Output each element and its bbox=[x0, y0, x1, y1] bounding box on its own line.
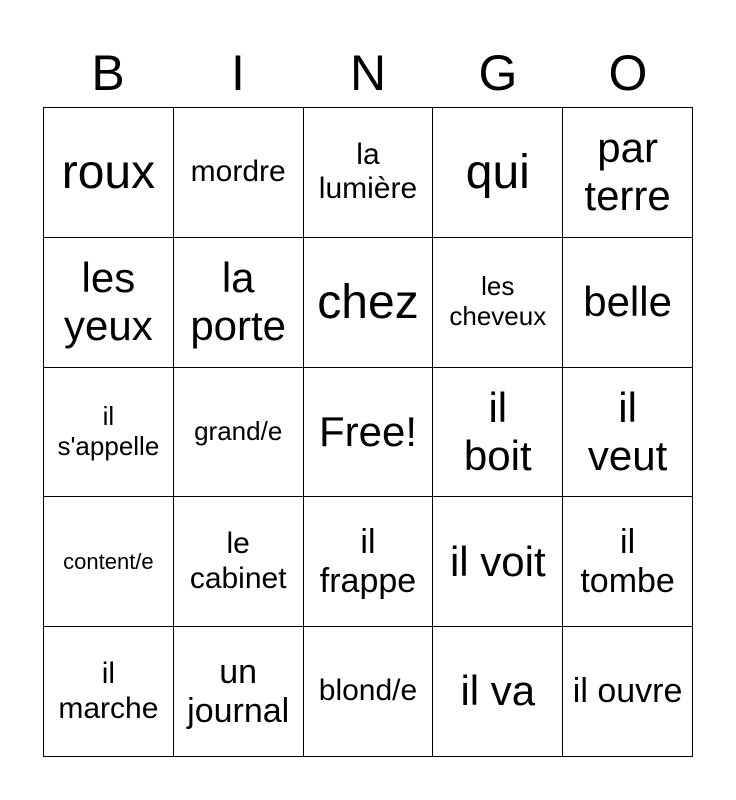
cell-text: Free! bbox=[318, 407, 417, 455]
cell-text: les cheveux bbox=[449, 271, 547, 332]
bingo-cell[interactable] bbox=[304, 238, 434, 368]
bingo-cell[interactable] bbox=[174, 238, 304, 368]
bingo-grid bbox=[43, 107, 693, 757]
header-letter-b: B bbox=[91, 45, 125, 101]
bingo-cell[interactable] bbox=[563, 497, 693, 627]
cell-text: le cabinet bbox=[189, 527, 287, 595]
header-letter-o: O bbox=[608, 45, 648, 101]
header-letter-n: N bbox=[349, 45, 387, 101]
bingo-cell[interactable] bbox=[433, 497, 563, 627]
bingo-cell[interactable] bbox=[174, 368, 304, 498]
bingo-cell[interactable] bbox=[304, 497, 434, 627]
cell-text: roux bbox=[61, 145, 156, 199]
cell-text: il va bbox=[460, 667, 536, 715]
cell-text: il frappe bbox=[319, 522, 417, 600]
header-letter-i: I bbox=[231, 45, 245, 101]
bingo-cell[interactable] bbox=[44, 108, 174, 238]
bingo-cell[interactable] bbox=[433, 108, 563, 238]
cell-text: les yeux bbox=[64, 253, 153, 350]
cell-text: chez bbox=[317, 275, 419, 329]
bingo-cell[interactable] bbox=[433, 368, 563, 498]
bingo-cell[interactable] bbox=[174, 627, 304, 757]
bingo-cell[interactable] bbox=[563, 108, 693, 238]
cell-text: un journal bbox=[187, 652, 290, 730]
cell-text: qui bbox=[465, 145, 530, 199]
cell-text: il tombe bbox=[580, 522, 675, 600]
bingo-cell[interactable] bbox=[304, 627, 434, 757]
bingo-cell[interactable] bbox=[174, 108, 304, 238]
bingo-cell[interactable] bbox=[44, 497, 174, 627]
header-letter-g: G bbox=[478, 45, 518, 101]
bingo-cell[interactable] bbox=[563, 627, 693, 757]
bingo-cell[interactable] bbox=[433, 238, 563, 368]
bingo-header bbox=[43, 40, 693, 106]
cell-text: la lumière bbox=[318, 137, 418, 206]
cell-text: blond/e bbox=[318, 674, 418, 708]
bingo-cell[interactable] bbox=[563, 238, 693, 368]
cell-text: il boit bbox=[463, 383, 532, 479]
cell-text: la porte bbox=[190, 253, 287, 350]
bingo-cell[interactable] bbox=[44, 627, 174, 757]
cell-text: content/e bbox=[63, 549, 154, 575]
cell-text: il veut bbox=[587, 383, 668, 479]
free-space[interactable] bbox=[304, 368, 434, 498]
cell-text: grand/e bbox=[194, 416, 283, 447]
bingo-cell[interactable] bbox=[44, 238, 174, 368]
bingo-cell[interactable] bbox=[304, 108, 434, 238]
cell-text: il marche bbox=[58, 657, 159, 725]
bingo-cell[interactable] bbox=[433, 627, 563, 757]
bingo-cell[interactable] bbox=[174, 497, 304, 627]
cell-text: belle bbox=[583, 278, 672, 326]
cell-text: il voit bbox=[449, 537, 546, 585]
cell-text: il ouvre bbox=[572, 672, 683, 711]
cell-text: par terre bbox=[584, 124, 671, 220]
bingo-cell[interactable] bbox=[44, 368, 174, 498]
cell-text: il s'appelle bbox=[57, 401, 160, 461]
cell-text: mordre bbox=[190, 155, 286, 189]
bingo-cell[interactable] bbox=[563, 368, 693, 498]
